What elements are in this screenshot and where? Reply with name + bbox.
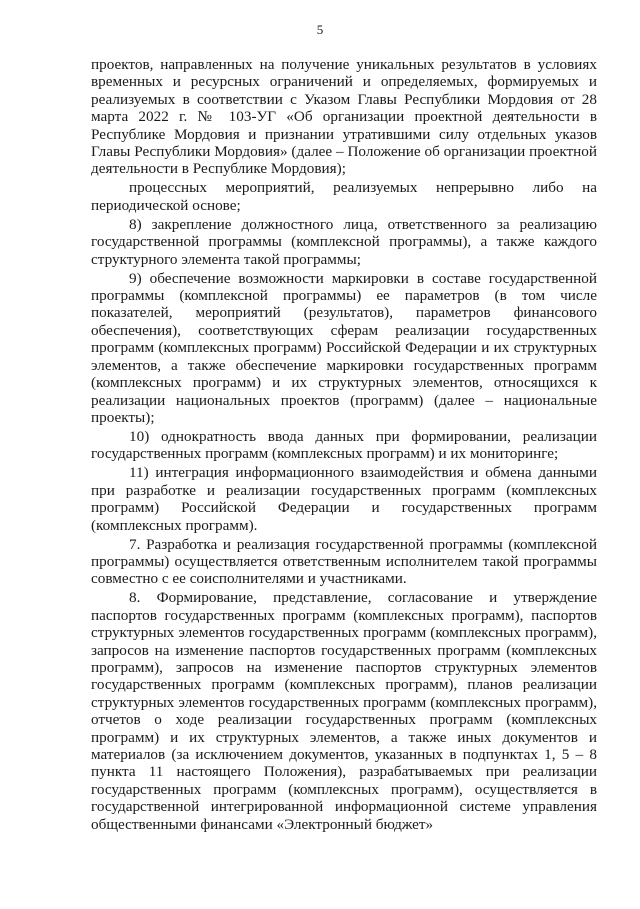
page-number: 5	[316, 22, 324, 37]
paragraph-item-10-single-data-entry: 10) однократность ввода данных при формировании, реализации государственных программ (комплексных программ) и их мониторинге;	[91, 427, 597, 463]
paragraph-process-activities: процессных мероприятий, реализуемых непрерывно либо на периодической основе;	[91, 179, 597, 214]
paragraph-item-8-responsible-official: 8) закрепление должностного лица, ответственного за реализацию государственной программы (комплексной программы), а также каждого структурного элемента такой программы;	[91, 215, 597, 268]
paragraph-projects-continuation: проектов, направленных на получение уникальных результатов в условиях временных и ресурсных ограничений и определяемых, формируемых и реализуемых в соответствии с Указом Главы Республики Мордовия от 28 марта 2022 г. № 103-УГ «Об организации проектной деятельности в Республике Мордовия и признании утратившими силу отдельных указов Главы Республики Мордовия» (далее – Положение об организации проектной деятельности в Республике Мордовия);	[91, 56, 597, 178]
paragraph-item-11-integration: 11) интеграция информационного взаимодействия и обмена данными при разработке и реализации государственных программ (комплексных программ) Российской Федерации и государственных программ (комплексных программ).	[91, 464, 597, 534]
paragraph-clause-7: 7. Разработка и реализация государственной программы (комплексной программы) осуществляется ответственным исполнителем такой программы совместно с ее соисполнителями и участниками.	[91, 535, 597, 588]
paragraph-item-9-marking: 9) обеспечение возможности маркировки в составе государственной программы (комплексной программы) ее параметров (в том числе показателей, мероприятий (результатов), параметров финансового обеспечения), соответствующих сферам реализации государственных программ (комплексных программ) Российской Федерации и их структурных элементов, а также обеспечение маркировки государственных программ (комплексных программ) и их структурных элементов, относящихся к реализации национальных проектов (программ) (далее – национальные проекты);	[91, 269, 597, 426]
paragraph-clause-8: 8. Формирование, представление, согласование и утверждение паспортов государственных программ (комплексных программ), паспортов структурных элементов государственных программ (комплексных программ), запросов на изменение паспортов государственных программ (комплексных программ), запросов на изменение паспортов структурных элементов государственных программ (комплексных программ), планов реализации структурных элементов государственных программ (комплексных программ), отчетов о ходе реализации государственных программ (комплексных программ) и их структурных элементов, а также иных документов и материалов (за исключением документов, указанных в подпунктах 1, 5 – 8 пункта 11 настоящего Положения), разрабатываемых при реализации государственных программ (комплексных программ), осуществляется в государственной интегрированной информационной системе управления общественными финансами «Электронный бюджет»	[91, 589, 597, 833]
document-body	[91, 56, 597, 835]
